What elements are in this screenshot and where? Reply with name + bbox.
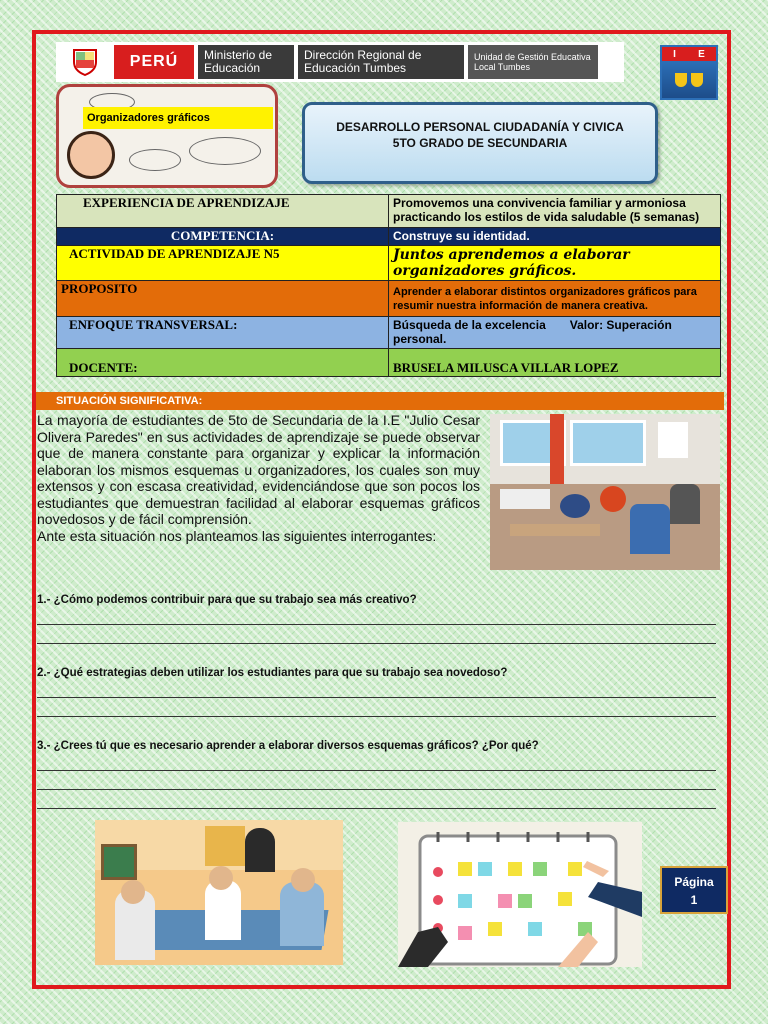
answer-line[interactable] (37, 624, 716, 625)
school-logo (660, 45, 718, 100)
school-logo-letter-e: E (698, 48, 705, 60)
experiencia-label: EXPERIENCIA DE APRENDIZAJE (57, 195, 389, 228)
enfoque-label: ENFOQUE TRANSVERSAL: (57, 317, 389, 349)
answer-line[interactable] (37, 789, 716, 790)
peru-label: PERÚ (114, 45, 194, 79)
enfoque-value: Búsqueda de la excelencia (393, 318, 546, 332)
course-title-box (302, 102, 658, 184)
page-number-box (660, 866, 728, 914)
question-1: 1.- ¿Cómo podemos contribuir para que su trabajo sea más creativo? (37, 594, 417, 606)
answer-line[interactable] (37, 643, 716, 644)
docente-value: BRUSELA MILUSCA VILLAR LOPEZ (389, 349, 721, 377)
docente-label: DOCENTE: (57, 349, 389, 377)
teacher-avatar (67, 131, 115, 179)
page-label: Página (674, 875, 714, 889)
trophy-icon (691, 73, 703, 87)
question-3: 3.- ¿Crees tú que es necesario aprender a elaborar diversos esquemas gráficos? ¿Por qué? (37, 740, 539, 752)
banner-title: Organizadores gráficos (83, 107, 273, 129)
situacion-text (37, 412, 480, 544)
valor-value: Valor: Superación personal. (393, 318, 672, 346)
question-2: 2.- ¿Qué estrategias deben utilizar los estudiantes para que su trabajo sea novedoso? (37, 667, 508, 679)
actividad-label: ACTIVIDAD DE APRENDIZAJE N5 (57, 246, 389, 281)
answer-line[interactable] (37, 808, 716, 809)
course-grade: 5TO GRADO DE SECUNDARIA (392, 136, 568, 150)
classroom-photo (490, 414, 720, 570)
competencia-label: COMPETENCIA: (57, 228, 389, 246)
proposito-label: PROPOSITO (57, 281, 389, 317)
activity-info-table (56, 194, 721, 377)
answer-line[interactable] (37, 697, 716, 698)
organizers-banner-image (56, 84, 278, 188)
government-logo-bar (56, 42, 624, 82)
proposito-value: Aprender a elaborar distintos organizadores gráficos para resumir nuestra información de manera creativa. (389, 281, 721, 317)
peru-shield-icon (60, 45, 110, 79)
competencia-value: Construye su identidad. (389, 228, 721, 246)
students-group-photo (95, 820, 343, 965)
situacion-heading: SITUACIÓN SIGNIFICATIVA: (36, 392, 724, 410)
situacion-intro: Ante esta situación nos planteamos las siguientes interrogantes: (37, 527, 437, 544)
actividad-value: Juntos aprendemos a elaborar organizadores gráficos. (389, 246, 721, 281)
course-title: DESARROLLO PERSONAL CIUDADANÍA Y CIVICA (336, 120, 624, 134)
regional-label: Dirección Regional de Educación Tumbes (298, 45, 464, 79)
answer-line[interactable] (37, 770, 716, 771)
ugel-label: Unidad de Gestión Educativa Local Tumbes (468, 45, 598, 79)
school-logo-letter-i: I (673, 48, 676, 60)
trophy-icon (675, 73, 687, 87)
answer-line[interactable] (37, 716, 716, 717)
situacion-paragraph: La mayoría de estudiantes de 5to de Secundaria de la I.E "Julio Cesar Olivera Paredes" en sus actividades de aprendizaje se puede observar que de manera constante para organizar y explicar la información elaboran los mismos esquemas u organizadores, los cuales son muy extensos y con escasa creatividad, evidenciándose que son pocos los estudiantes que demuestran facilidad al elaborar esquemas gráficos novedosos y de fácil comprensión. (37, 412, 480, 527)
planning-board-photo (398, 822, 642, 967)
page-number: 1 (690, 893, 698, 907)
experiencia-value: Promovemos una convivencia familiar y armoniosa practicando los estilos de vida saludable (5 semanas) (389, 195, 721, 228)
ministry-label: Ministerio de Educación (198, 45, 294, 79)
